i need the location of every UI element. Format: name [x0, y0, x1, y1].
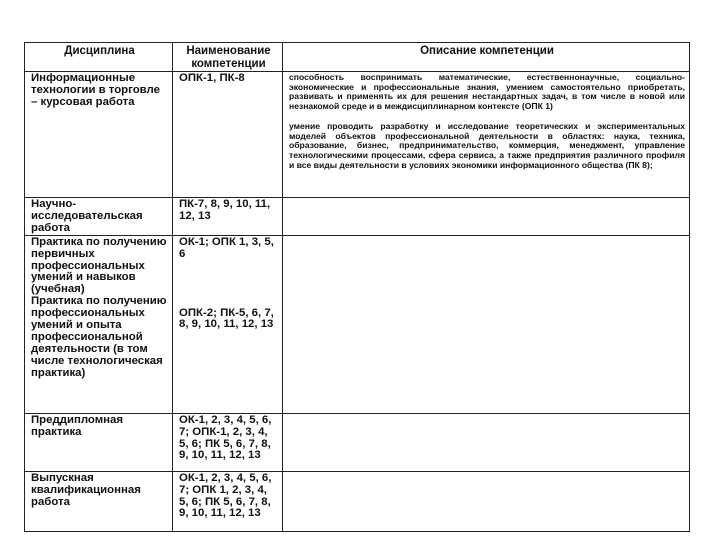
table-row	[25, 413, 690, 471]
spacer	[179, 261, 278, 308]
discipline-cell: Выпускная квалификационная работа	[25, 471, 173, 531]
header-discipline: Дисциплина	[25, 43, 173, 72]
discipline-practice-2: Практика по получению профессиональных умений и опыта профессиональной деятельности (в том числе технологическая практика)	[31, 295, 167, 379]
discipline-cell	[25, 235, 173, 413]
table-header-row	[25, 43, 690, 72]
competence-cell	[173, 235, 283, 413]
discipline-cell: Преддипломная практика	[25, 413, 173, 471]
description-pk8: умение проводить разработку и исследование теоретических и экспериментальных моделей объектов профессиональной деятельности в областях: наука, техника, образование, бизнес, предпринимательство, коммерция, менеджмент, управление технологическими процессами, сфера сервиса, а также предприятия различного профиля и все виды деятельности в условиях экономики информационного общества (ПК 8);	[289, 120, 685, 170]
discipline-cell: Информационные технологии в торговле – курсовая работа	[25, 72, 173, 198]
table-row	[25, 471, 690, 531]
competence-practice-1: ОК-1; ОПК 1, 3, 5, 6	[179, 235, 274, 260]
description-cell	[283, 72, 690, 198]
description-cell-empty	[283, 198, 690, 236]
description-cell-empty	[283, 235, 690, 413]
table-row	[25, 198, 690, 236]
competence-cell: ОПК-1, ПК-8	[173, 72, 283, 198]
description-cell-empty	[283, 413, 690, 471]
discipline-cell: Научно-исследовательская работа	[25, 198, 173, 236]
table-row	[25, 72, 690, 198]
competence-cell: ОК-1, 2, 3, 4, 5, 6, 7; ОПК 1, 2, 3, 4, 5, 6; ПК 5, 6, 7, 8, 9, 10, 11, 12, 13	[173, 471, 283, 531]
competence-cell: ПК-7, 8, 9, 10, 11, 12, 13	[173, 198, 283, 236]
competence-practice-2: ОПК-2; ПК-5, 6, 7, 8, 9, 10, 11, 12, 13	[179, 306, 274, 331]
table-row	[25, 235, 690, 413]
header-competence-description: Описание компетенции	[283, 43, 690, 72]
header-competence-name: Наименование компетенции	[173, 43, 283, 72]
description-opk1: способность воспринимать математические, естественнонаучные, социально-экономические и профессиональные знания, умением самостоятельно приобретать, развивать и применять их для решения нестандартных задач, в том числе в новой или незнакомой среде и в междисциплинарном контексте (ОПК 1)	[289, 72, 685, 112]
competence-cell: ОК-1, 2, 3, 4, 5, 6, 7; ОПК-1, 2, 3, 4, 5, 6; ПК 5, 6, 7, 8, 9, 10, 11, 12, 13	[173, 413, 283, 471]
description-cell-empty	[283, 471, 690, 531]
discipline-practice-1: Практика по получению первичных профессиональных умений и навыков (учебная)	[31, 235, 167, 296]
competence-table	[24, 42, 690, 532]
